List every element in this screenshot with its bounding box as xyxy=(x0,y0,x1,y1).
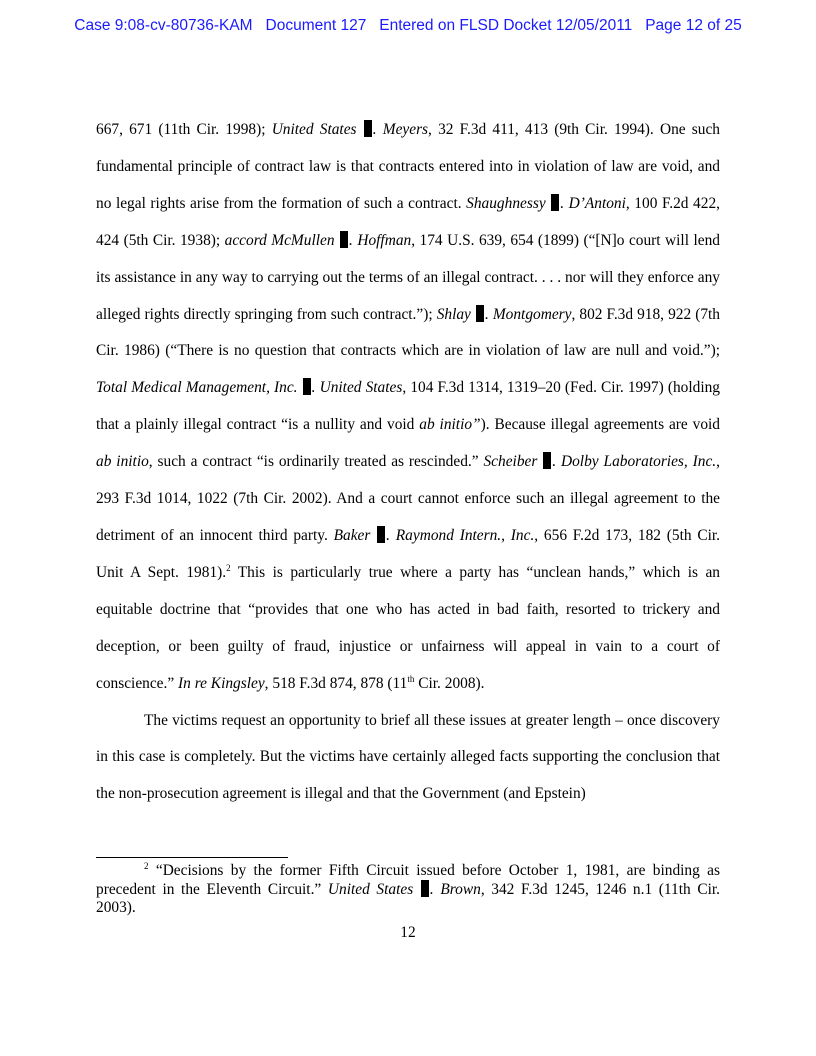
redaction-block xyxy=(340,231,348,248)
footnote-marker: 2 xyxy=(144,861,149,871)
text-run xyxy=(370,527,376,544)
case-name: accord McMullen xyxy=(224,231,335,249)
latin-term: ab initio xyxy=(96,453,149,471)
case-name: Shlay xyxy=(436,305,471,323)
case-name: United States xyxy=(271,121,357,138)
text-run: Cir. 2008). xyxy=(414,674,485,692)
redaction-block xyxy=(476,305,484,322)
case-name: Meyers xyxy=(382,121,429,138)
text-run: . xyxy=(372,121,383,138)
page-number: 12 xyxy=(400,924,416,941)
redaction-block xyxy=(543,452,551,469)
text-run: , 32 F.3d 411, 413 (9th Cir. 1994). One such fundamental principle of contract law is that contracts entered into in violation of law are void, and no legal rights arise from the formation of such a contract. xyxy=(96,121,720,212)
case-name: United States xyxy=(319,379,403,397)
text-run: . xyxy=(429,881,441,898)
text-run xyxy=(298,379,302,396)
case-name: United States xyxy=(327,881,414,898)
text-run: , 293 F.3d 1014, 1022 (7th Cir. 2002). And a court cannot enforce such an illegal agreement to the detriment of an innocent third party. xyxy=(96,453,721,544)
footnote-divider xyxy=(96,857,288,858)
case-name: Total Medical Management, Inc. xyxy=(96,379,298,397)
case-name: Shaughnessy xyxy=(466,194,546,212)
redaction-block xyxy=(377,526,385,543)
redaction-block xyxy=(551,194,559,211)
footnote-text xyxy=(96,862,720,917)
footnote xyxy=(96,862,720,917)
text-run: . xyxy=(386,526,396,544)
text-run xyxy=(546,195,551,212)
text-run: , 100 F.2d 422, 424 (5th Cir. 1938); xyxy=(96,194,720,249)
case-name: Montgomery xyxy=(492,305,572,323)
text-run: This is particularly true where a party has “unclean hands,” which is an equitable doctrine that “provides that one who has acted in bad faith, resorted to trickery and deception, or been guilty of fraud, injustice or unfairness will appeal in vain to a court of conscience.” xyxy=(96,563,720,692)
text-run: . xyxy=(311,379,320,397)
header-document-number: Document 127 xyxy=(265,17,367,34)
case-name: Brown xyxy=(440,881,481,898)
text-run: “Decisions by the former Fifth Circuit issued before October 1, 1981, are binding as precedent in the Eleventh Circuit.” xyxy=(96,862,720,898)
document-body xyxy=(96,112,720,813)
ordinal-suffix: th xyxy=(407,673,415,684)
text-run: . xyxy=(484,305,493,323)
text-run: , 656 F.2d 173, 182 (5th Cir. Unit A Sept. 1981). xyxy=(96,526,720,581)
latin-term: ab initio” xyxy=(419,416,481,434)
text-run: , 802 F.3d 918, 922 (7th Cir. 1986) (“There is no question that contracts which are in violation of law are null and void.”); xyxy=(96,305,720,360)
text-run: , 174 U.S. 639, 654 (1899) (“[N]o court will lend its assistance in any way to carrying out the terms of an illegal contract. . . . nor will they enforce any alleged rights directly springing from such contract.”); xyxy=(96,231,720,323)
case-name: Hoffman xyxy=(357,231,412,249)
paragraph-contract-law xyxy=(96,112,720,703)
case-name: In re Kingsley xyxy=(178,674,265,692)
header-page-count: Page 12 of 25 xyxy=(645,17,742,34)
text-run: , 342 F.3d 1245, 1246 n.1 (11th Cir. 2003). xyxy=(96,881,720,916)
header-docket-entry: Entered on FLSD Docket 12/05/2011 xyxy=(379,17,633,34)
redaction-block xyxy=(303,378,311,395)
text-run: , such a contract “is ordinarily treated as rescinded.” xyxy=(148,453,484,471)
docket-header xyxy=(0,17,816,35)
text-run: , 518 F.3d 874, 878 (11 xyxy=(264,674,408,692)
case-name: Dolby Laboratories, Inc. xyxy=(561,453,717,471)
text-run: . xyxy=(560,194,569,212)
case-name: Baker xyxy=(333,526,371,544)
text-run: 667, 671 (11th Cir. 1998); xyxy=(96,121,272,138)
text-run: . xyxy=(349,231,358,249)
text-run xyxy=(335,232,339,249)
text-run xyxy=(413,881,420,898)
text-run: . xyxy=(552,453,561,471)
header-case-number: Case 9:08-cv-80736-KAM xyxy=(74,17,253,34)
text-run xyxy=(357,121,363,138)
redaction-block xyxy=(421,880,429,897)
case-name: Raymond Intern., Inc. xyxy=(395,526,535,544)
case-name: Scheiber xyxy=(483,453,538,471)
text-run xyxy=(471,306,475,323)
text-run: , 104 F.3d 1314, 1319–20 (Fed. Cir. 1997) (holding that a plainly illegal contract “is a nullity and void xyxy=(96,379,720,434)
redaction-block xyxy=(364,120,372,137)
case-name: D’Antoni xyxy=(568,194,626,212)
footnote-reference: 2 xyxy=(226,562,231,573)
paragraph-victims-request: The victims request an opportunity to brief all these issues at greater length – once discovery in this case is completely. But the victims have certainly alleged facts supporting the conclusion that the non-prosecution agreement is illegal and that the Government (and Epstein) xyxy=(96,711,720,803)
text-run xyxy=(537,453,542,470)
text-run: ). Because illegal agreements are void xyxy=(480,416,720,434)
